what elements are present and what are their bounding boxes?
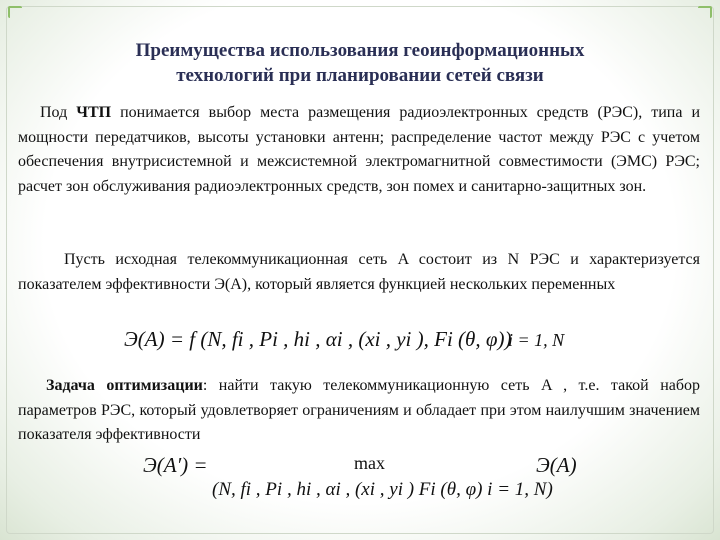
formula-max-operator: max [354, 453, 385, 473]
formula-max-subscript: (N, fi , Pi , hi , αi , (xi , yi ) Fi (θ, φ) i = 1, N) [212, 479, 553, 500]
term-optimization: Задача оптимизации [46, 377, 203, 394]
formula-efficiency: Э(A) = f (N, fi , Pi , hi , αi , (xi , yi ), Fi (θ, φ)) [124, 327, 512, 351]
frame-corner-decoration [698, 6, 712, 18]
title-line-1: Преимущества использования геоинформационных [135, 40, 585, 61]
term-chtp: ЧТП [76, 104, 112, 121]
formula-optimum-rhs: Э(A) [536, 453, 577, 477]
paragraph-prefix: Под [40, 104, 77, 121]
formula-optimum-lhs: Э(A′) = [143, 453, 208, 477]
formula-index-range: i = 1, N [508, 330, 565, 350]
frame-corner-decoration [8, 6, 22, 18]
paragraph-text: : найти такую телекоммуникационную сеть A , т.е. такой набор параметров РЭС, который удовлетворяет ограничениям и обладает при этом наилучшим значением показателя эффективности [18, 377, 700, 444]
paragraph-definition [18, 101, 700, 199]
paragraph-network: Пусть исходная телекоммуникационная сеть A состоит из N РЭС и характеризуется показателем эффективности Э(A), который является функцией нескольких переменных [18, 251, 700, 293]
paragraph-optimization [18, 374, 700, 448]
title-line-2: технологий при планировании сетей связи [176, 65, 544, 86]
slide-title [40, 38, 680, 88]
paragraph-text: понимается выбор места размещения радиоэлектронных средств (РЭС), типа и мощности передатчиков, высоты установки антенн; распределение частот между РЭС с учетом обеспечения внутрисистемной и межсистемной электромагнитной совместимости (ЭМС) РЭС; расчет зон обслуживания радиоэлектронных средств, зон помех и санитарно-защитных зон. [18, 104, 701, 195]
